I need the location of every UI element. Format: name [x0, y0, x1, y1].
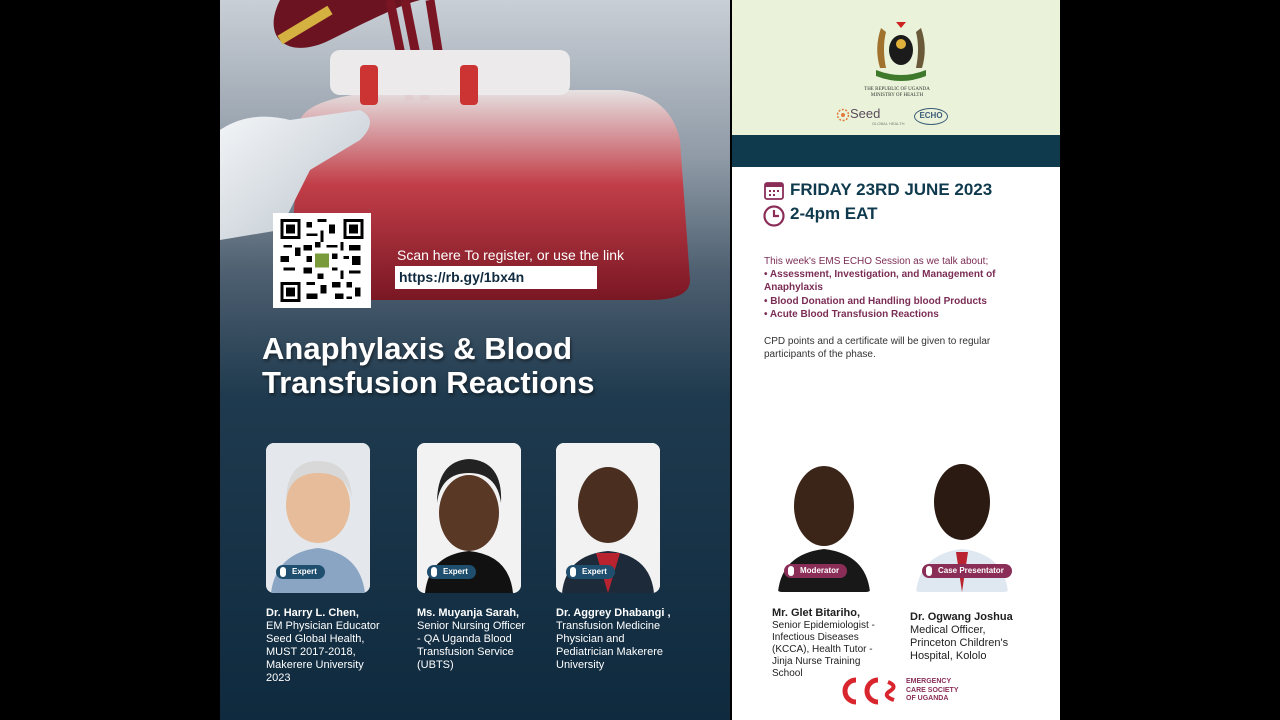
logo-header: [732, 0, 1060, 135]
ministry-text: THE REPUBLIC OF UGANDA MINISTRY OF HEALTH: [864, 87, 930, 98]
calendar-icon: [764, 180, 784, 200]
speaker-photo: [912, 444, 1012, 592]
event-time: 2-4pm EAT: [790, 204, 878, 223]
header-band: [732, 135, 1060, 167]
mic-icon: [788, 566, 794, 576]
scan-instruction: Scan here To register, or use the link: [397, 247, 624, 263]
poster: [220, 0, 1060, 720]
echo-logo: ECHO: [914, 108, 948, 125]
left-panel: [220, 0, 730, 720]
uganda-coat-of-arms-icon: [866, 18, 936, 88]
registration-link[interactable]: https://rb.gy/1bx4n: [395, 266, 597, 289]
speaker-name: Dr. Aggrey Dhabangi ,: [556, 607, 671, 619]
speaker-name: Dr. Harry L. Chen,: [266, 607, 359, 619]
speaker-photo: [556, 443, 660, 593]
mic-icon: [926, 566, 932, 576]
list-item: • Assessment, Investigation, and Management of Anaphylaxis: [764, 269, 996, 294]
ecs-logo: [838, 674, 968, 710]
cpd-note: CPD points and a certificate will be given to regular participants of the phase.: [764, 336, 991, 360]
list-item: • Acute Blood Transfusion Reactions: [764, 308, 939, 320]
speaker-photo: [266, 443, 370, 593]
ecs-text: EMERGENCY CARE SOCIETY OF UGANDA: [906, 678, 959, 702]
speaker-name: Dr. Ogwang Joshua: [910, 611, 1013, 623]
topics-list: [764, 268, 1034, 321]
seed-logo: Seed: [850, 106, 881, 121]
mic-icon: [280, 567, 286, 577]
seed-subtitle: GLOBAL HEALTH: [872, 121, 905, 126]
speaker-role: Senior Nursing Officer - QA Uganda Blood Transfusion Service (UBTS): [417, 620, 526, 671]
speaker-role: Medical Officer, Princeton Children's Hospital, Kololo: [910, 624, 1009, 662]
speaker-photo: [774, 444, 874, 592]
role-badge: Expert: [427, 565, 476, 579]
list-item: • Blood Donation and Handling blood Products: [764, 295, 987, 307]
clock-icon: [762, 204, 786, 228]
mic-icon: [431, 567, 437, 577]
role-badge: Expert: [276, 565, 325, 579]
mic-icon: [570, 567, 576, 577]
speaker-photo: [417, 443, 521, 593]
speaker-name: Mr. Glet Bitariho,: [772, 607, 861, 619]
ecs-emblem-icon: [838, 674, 904, 708]
session-intro: This week's EMS ECHO Session as we talk about;: [764, 256, 989, 267]
seed-flower-icon: [836, 108, 850, 122]
event-title: Anaphylaxis & Blood Transfusion Reactions: [262, 331, 595, 400]
speaker-role: Transfusion Medicine Physician and Pediatrician Makerere University: [556, 620, 663, 671]
role-badge: Expert: [566, 565, 615, 579]
role-badge: Moderator: [784, 564, 847, 578]
speaker-role: Senior Epidemiologist - Infectious Diseases (KCCA), Health Tutor - Jinja Nurse Training School: [772, 620, 875, 679]
right-panel: [732, 0, 1060, 720]
qr-code[interactable]: [273, 213, 371, 308]
speaker-role: EM Physician Educator Seed Global Health, MUST 2017-2018, Makerere University 2023: [266, 620, 380, 684]
speaker-name: Ms. Muyanja Sarah,: [417, 607, 520, 619]
role-badge: Case Presentator: [922, 564, 1012, 578]
event-date: FRIDAY 23RD JUNE 2023: [790, 180, 993, 199]
